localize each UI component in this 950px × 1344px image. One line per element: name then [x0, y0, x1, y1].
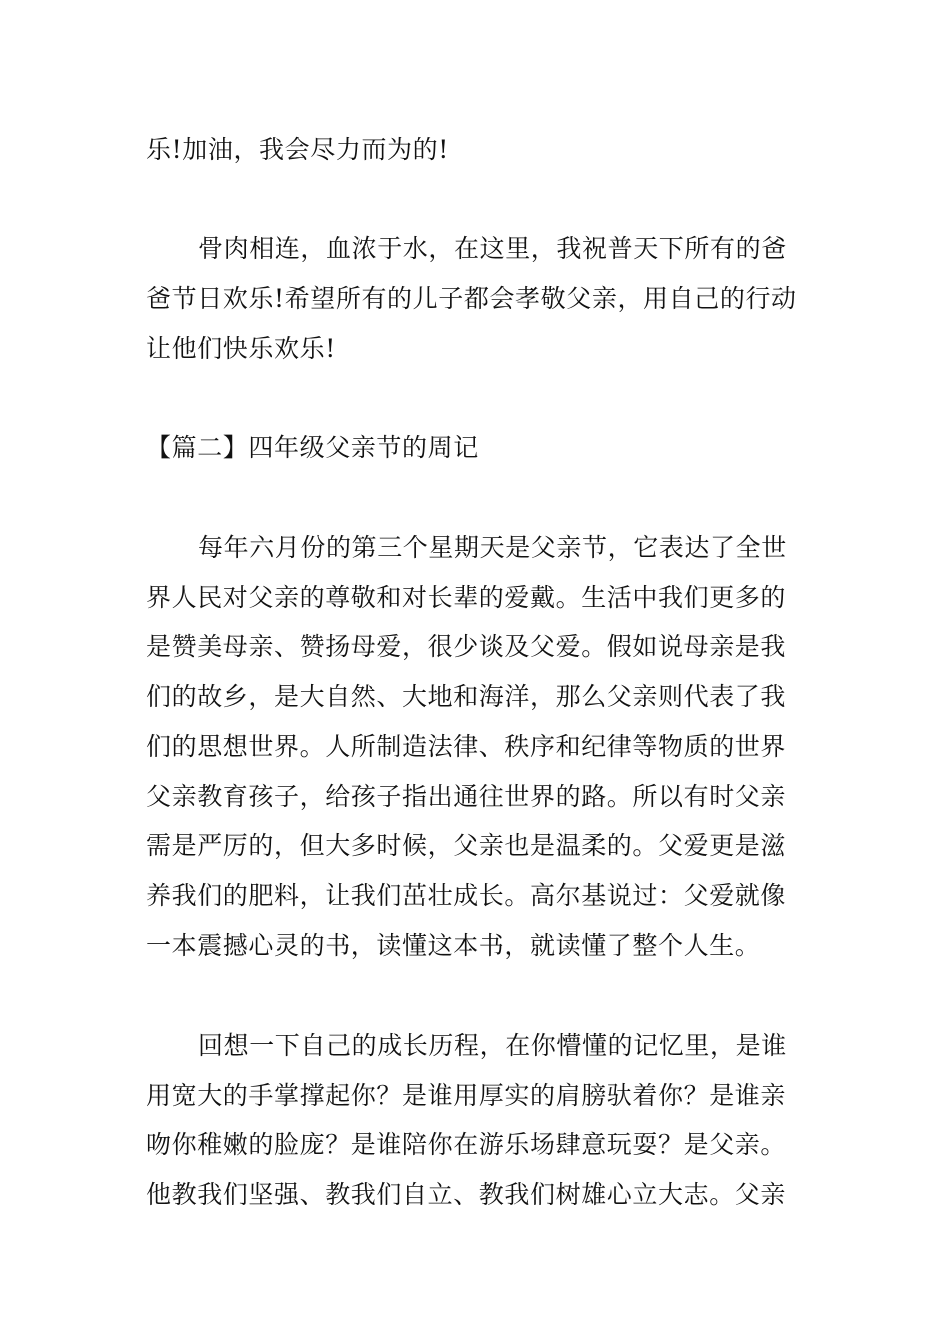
text-line: 需是严厉的，但大多时候，父亲也是温柔的。父爱更是滋: [146, 831, 787, 860]
section-heading: 【篇二】四年级父亲节的周记: [146, 433, 479, 462]
text-line: 们的思想世界。人所制造法律、秩序和纪律等物质的世界: [146, 732, 787, 761]
text-line: 乐!加油，我会尽力而为的!: [146, 135, 449, 164]
text-line: 让他们快乐欢乐!: [146, 334, 336, 363]
text-line: 爸节日欢乐!希望所有的儿子都会孝敬父亲，用自己的行动: [146, 284, 797, 313]
paragraph-first-line: 骨肉相连，血浓于水，在这里，我祝普天下所有的爸: [198, 234, 787, 263]
text-line: 们的故乡，是大自然、大地和海洋，那么父亲则代表了我: [146, 682, 787, 711]
text-line: 是赞美母亲、赞扬母爱，很少谈及父爱。假如说母亲是我: [146, 632, 787, 661]
paragraph-first-line: 回想一下自己的成长历程，在你懵懂的记忆里，是谁: [198, 1031, 787, 1060]
text-line: 父亲教育孩子，给孩子指出通往世界的路。所以有时父亲: [146, 782, 787, 811]
text-line: 他教我们坚强、教我们自立、教我们树雄心立大志。父亲: [146, 1180, 787, 1209]
text-line: 吻你稚嫩的脸庞？是谁陪你在游乐场肆意玩耍？是父亲。: [146, 1130, 787, 1159]
text-line: 用宽大的手掌撑起你？是谁用厚实的肩膀驮着你？是谁亲: [146, 1081, 787, 1110]
text-line: 界人民对父亲的尊敬和对长辈的爱戴。生活中我们更多的: [146, 583, 787, 612]
paragraph-first-line: 每年六月份的第三个星期天是父亲节，它表达了全世: [198, 533, 787, 562]
text-line: 养我们的肥料，让我们茁壮成长。高尔基说过：父爱就像: [146, 881, 787, 910]
text-line: 一本震撼心灵的书，读懂这本书，就读懂了整个人生。: [146, 931, 761, 960]
